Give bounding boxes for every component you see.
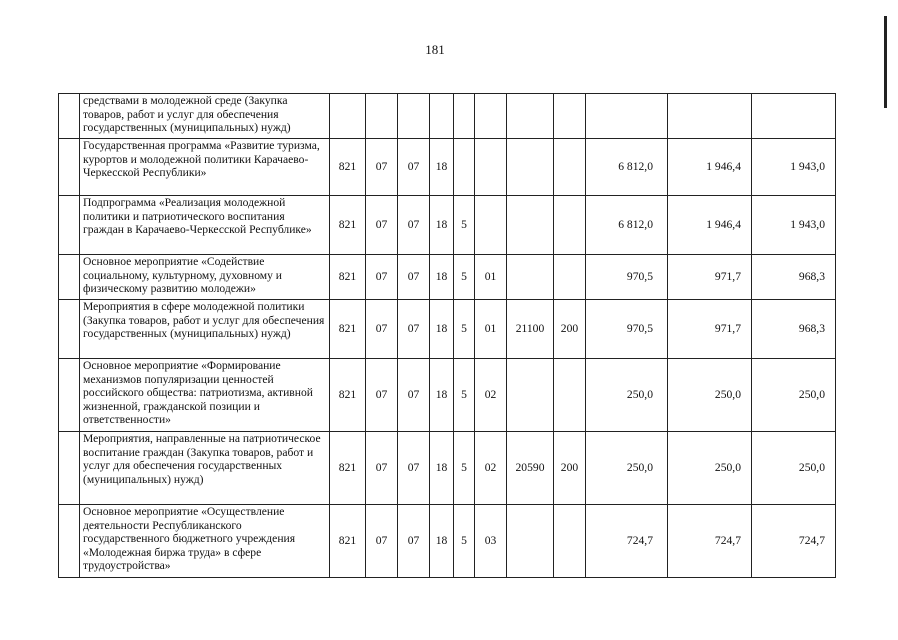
cell-amount-2021: 1 943,0 — [752, 196, 836, 255]
cell-ministry: 821 — [330, 359, 366, 432]
cell-amount-2019 — [586, 94, 668, 139]
table-row — [59, 432, 836, 505]
budget-table — [58, 93, 836, 578]
cell-expense-type — [554, 255, 586, 300]
cell-amount-2020: 724,7 — [668, 505, 752, 578]
cell-ministry: 821 — [330, 300, 366, 359]
cell-subsection: 07 — [398, 139, 430, 196]
cell-subsection: 07 — [398, 505, 430, 578]
scan-edge-line — [884, 16, 887, 108]
cell-subprogram: 5 — [454, 432, 475, 505]
cell-row-margin — [59, 432, 80, 505]
cell-name: Подпрограмма «Реализация молодежной политики и патриотического воспитания граждан в Карачаево-Черкесской Республике» — [80, 196, 330, 255]
cell-subprogram: 5 — [454, 255, 475, 300]
cell-direction — [507, 255, 554, 300]
cell-event: 01 — [475, 300, 507, 359]
cell-name: средствами в молодежной среде (Закупка товаров, работ и услуг для обеспечения государственных (муниципальных) нужд) — [80, 94, 330, 139]
cell-event — [475, 139, 507, 196]
cell-subprogram — [454, 94, 475, 139]
cell-event: 01 — [475, 255, 507, 300]
cell-row-margin — [59, 94, 80, 139]
cell-subsection: 07 — [398, 432, 430, 505]
cell-amount-2021: 250,0 — [752, 432, 836, 505]
cell-program: 18 — [430, 505, 454, 578]
cell-amount-2020: 971,7 — [668, 255, 752, 300]
cell-amount-2021: 968,3 — [752, 255, 836, 300]
cell-subsection: 07 — [398, 359, 430, 432]
cell-expense-type — [554, 94, 586, 139]
cell-name: Государственная программа «Развитие туризма, курортов и молодежной политики Карачаево-Черкесской Республики» — [80, 139, 330, 196]
cell-amount-2020: 250,0 — [668, 359, 752, 432]
cell-amount-2020 — [668, 94, 752, 139]
cell-amount-2019: 724,7 — [586, 505, 668, 578]
cell-amount-2020: 971,7 — [668, 300, 752, 359]
cell-section: 07 — [366, 432, 398, 505]
cell-ministry: 821 — [330, 139, 366, 196]
cell-expense-type — [554, 505, 586, 578]
cell-amount-2019: 250,0 — [586, 359, 668, 432]
cell-subprogram: 5 — [454, 300, 475, 359]
cell-section: 07 — [366, 196, 398, 255]
cell-subprogram: 5 — [454, 505, 475, 578]
table-row — [59, 94, 836, 139]
cell-direction — [507, 94, 554, 139]
cell-row-margin — [59, 196, 80, 255]
cell-subsection: 07 — [398, 300, 430, 359]
cell-row-margin — [59, 300, 80, 359]
cell-row-margin — [59, 359, 80, 432]
cell-program: 18 — [430, 139, 454, 196]
cell-ministry: 821 — [330, 432, 366, 505]
table-row — [59, 139, 836, 196]
cell-expense-type: 200 — [554, 432, 586, 505]
table-row — [59, 505, 836, 578]
table-row — [59, 359, 836, 432]
cell-program: 18 — [430, 432, 454, 505]
cell-amount-2019: 970,5 — [586, 255, 668, 300]
cell-event — [475, 94, 507, 139]
cell-section: 07 — [366, 139, 398, 196]
cell-program: 18 — [430, 255, 454, 300]
cell-name: Основное мероприятие «Содействие социальному, культурному, духовному и физическому развитию молодежи» — [80, 255, 330, 300]
cell-expense-type — [554, 196, 586, 255]
cell-direction — [507, 359, 554, 432]
cell-name: Основное мероприятие «Формирование механизмов популяризации ценностей российского общества: патриотизма, активной жизненной, гражданской позиции и ответственности» — [80, 359, 330, 432]
cell-direction: 21100 — [507, 300, 554, 359]
cell-amount-2021: 724,7 — [752, 505, 836, 578]
cell-direction: 20590 — [507, 432, 554, 505]
cell-subprogram: 5 — [454, 196, 475, 255]
cell-section — [366, 94, 398, 139]
cell-amount-2021: 250,0 — [752, 359, 836, 432]
cell-direction — [507, 505, 554, 578]
cell-section: 07 — [366, 300, 398, 359]
cell-subprogram — [454, 139, 475, 196]
cell-amount-2020: 250,0 — [668, 432, 752, 505]
cell-amount-2021 — [752, 94, 836, 139]
cell-ministry: 821 — [330, 505, 366, 578]
table-row — [59, 300, 836, 359]
cell-subsection: 07 — [398, 255, 430, 300]
cell-event: 02 — [475, 432, 507, 505]
cell-expense-type: 200 — [554, 300, 586, 359]
table-row — [59, 196, 836, 255]
cell-amount-2019: 6 812,0 — [586, 139, 668, 196]
cell-amount-2020: 1 946,4 — [668, 139, 752, 196]
cell-event: 03 — [475, 505, 507, 578]
cell-amount-2021: 968,3 — [752, 300, 836, 359]
cell-name: Мероприятия, направленные на патриотическое воспитание граждан (Закупка товаров, работ и услуг для обеспечения государственных (муниципальных) нужд) — [80, 432, 330, 505]
cell-amount-2020: 1 946,4 — [668, 196, 752, 255]
cell-row-margin — [59, 139, 80, 196]
cell-direction — [507, 196, 554, 255]
cell-expense-type — [554, 359, 586, 432]
cell-name: Мероприятия в сфере молодежной политики (Закупка товаров, работ и услуг для обеспечения государственных (муниципальных) нужд) — [80, 300, 330, 359]
cell-event — [475, 196, 507, 255]
cell-program: 18 — [430, 196, 454, 255]
cell-program: 18 — [430, 359, 454, 432]
table-row — [59, 255, 836, 300]
cell-event: 02 — [475, 359, 507, 432]
cell-expense-type — [554, 139, 586, 196]
page-number: 181 — [425, 42, 445, 57]
cell-subsection: 07 — [398, 196, 430, 255]
table-body — [59, 94, 836, 578]
cell-ministry: 821 — [330, 196, 366, 255]
cell-program: 18 — [430, 300, 454, 359]
cell-section: 07 — [366, 505, 398, 578]
cell-section: 07 — [366, 359, 398, 432]
cell-amount-2019: 6 812,0 — [586, 196, 668, 255]
cell-subprogram: 5 — [454, 359, 475, 432]
cell-amount-2019: 250,0 — [586, 432, 668, 505]
cell-amount-2019: 970,5 — [586, 300, 668, 359]
cell-direction — [507, 139, 554, 196]
cell-section: 07 — [366, 255, 398, 300]
cell-program — [430, 94, 454, 139]
cell-amount-2021: 1 943,0 — [752, 139, 836, 196]
cell-name: Основное мероприятие «Осуществление деятельности Республиканского государственного бюджетного учреждения «Молодежная биржа труда» в сфере трудоустройства» — [80, 505, 330, 578]
cell-ministry — [330, 94, 366, 139]
cell-ministry: 821 — [330, 255, 366, 300]
cell-subsection — [398, 94, 430, 139]
cell-row-margin — [59, 505, 80, 578]
cell-row-margin — [59, 255, 80, 300]
